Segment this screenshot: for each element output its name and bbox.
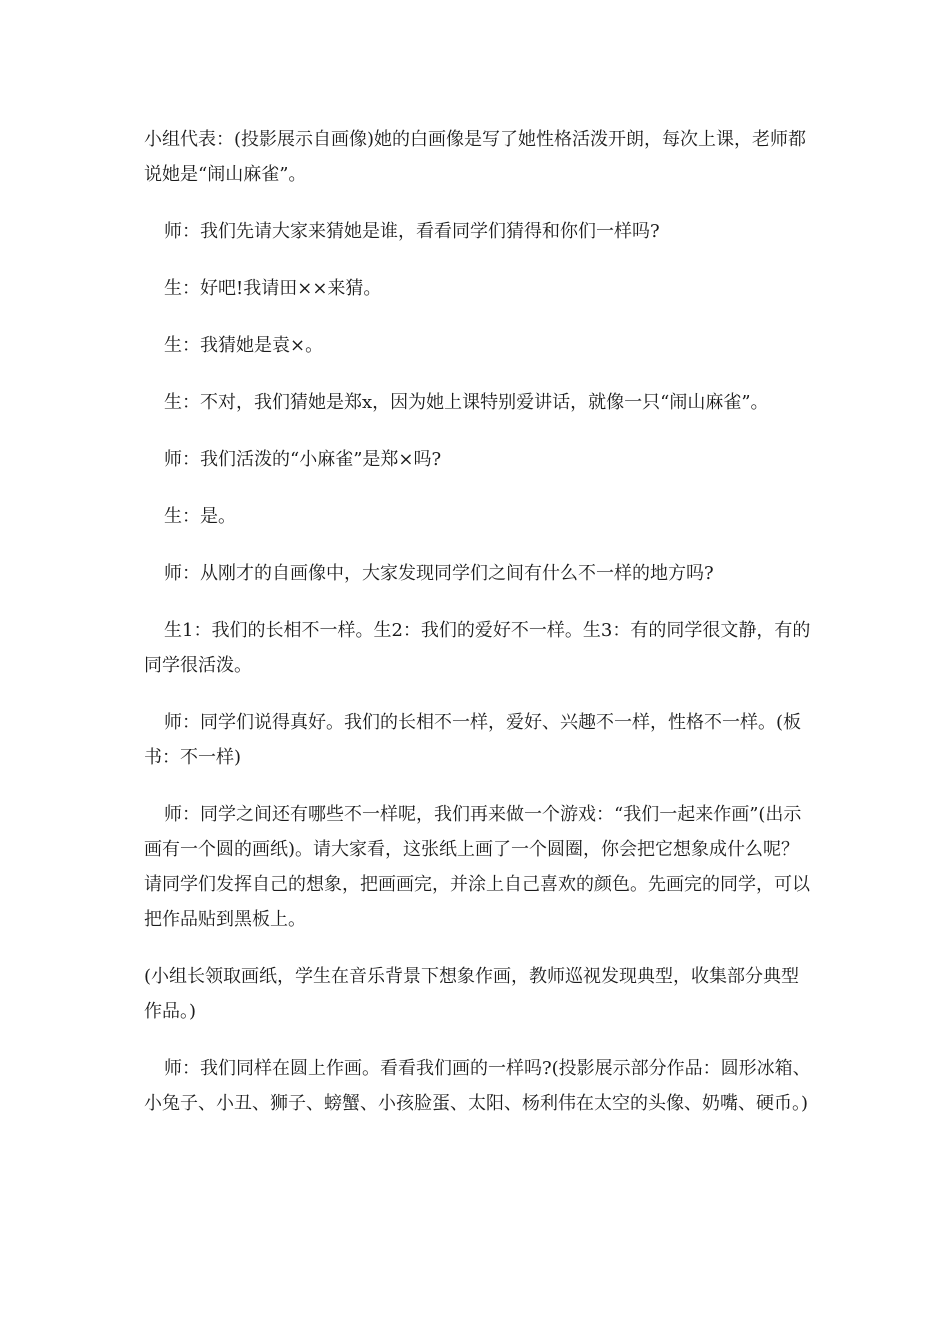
paragraph-student-invite: 生：好吧!我请田××来猜。 bbox=[164, 278, 382, 299]
paragraph-group-representative: 小组代表：(投影展示自画像)她的白画像是写了她性格活泼开朗，每次上课，老师都说她是“闹山麻雀”。 bbox=[144, 129, 807, 185]
paragraph-student-guess-zheng: 生：不对，我们猜她是郑x，因为她上课特别爱讲话，就像一只“闹山麻雀”。 bbox=[164, 392, 769, 413]
paragraph-teacher-game: 师：同学之间还有哪些不一样呢，我们再来做一个游戏：“我们一起来作画”(出示画有一个圆的画纸)。请大家看，这张纸上画了一个圆圈，你会把它想象成什么呢？请同学们发挥自己的想象，把画画完，并涂上自己喜欢的颜色。先画完的同学，可以把作品贴到黑板上。 bbox=[144, 804, 810, 930]
paragraph-student-yes: 生：是。 bbox=[164, 506, 236, 527]
paragraph-teacher-differences: 师：从刚才的自画像中，大家发现同学们之间有什么不一样的地方吗? bbox=[164, 563, 714, 584]
paragraph-teacher-confirm: 师：我们活泼的“小麻雀”是郑×吗? bbox=[164, 449, 442, 470]
paragraph-student-guess-yuan: 生：我猜她是袁×。 bbox=[164, 335, 324, 356]
paragraph-teacher-works: 师：我们同样在圆上作画。看看我们画的一样吗?(投影展示部分作品：圆形冰箱、小兔子、小丑、狮子、螃蟹、小孩脸蛋、太阳、杨利伟在太空的头像、奶嘴、硬币。) bbox=[144, 1058, 811, 1114]
paragraph-students-answers: 生1：我们的长相不一样。生2：我们的爱好不一样。生3：有的同学很文静，有的同学很活泼。 bbox=[144, 620, 811, 676]
paragraph-teacher-guess: 师：我们先请大家来猜她是谁，看看同学们猜得和你们一样吗? bbox=[164, 221, 660, 242]
paragraph-teacher-summary: 师：同学们说得真好。我们的长相不一样，爱好、兴趣不一样，性格不一样。(板书：不一样) bbox=[144, 712, 802, 768]
paragraph-activity-note: (小组长领取画纸，学生在音乐背景下想象作画，教师巡视发现典型，收集部分典型作品。) bbox=[144, 966, 800, 1022]
